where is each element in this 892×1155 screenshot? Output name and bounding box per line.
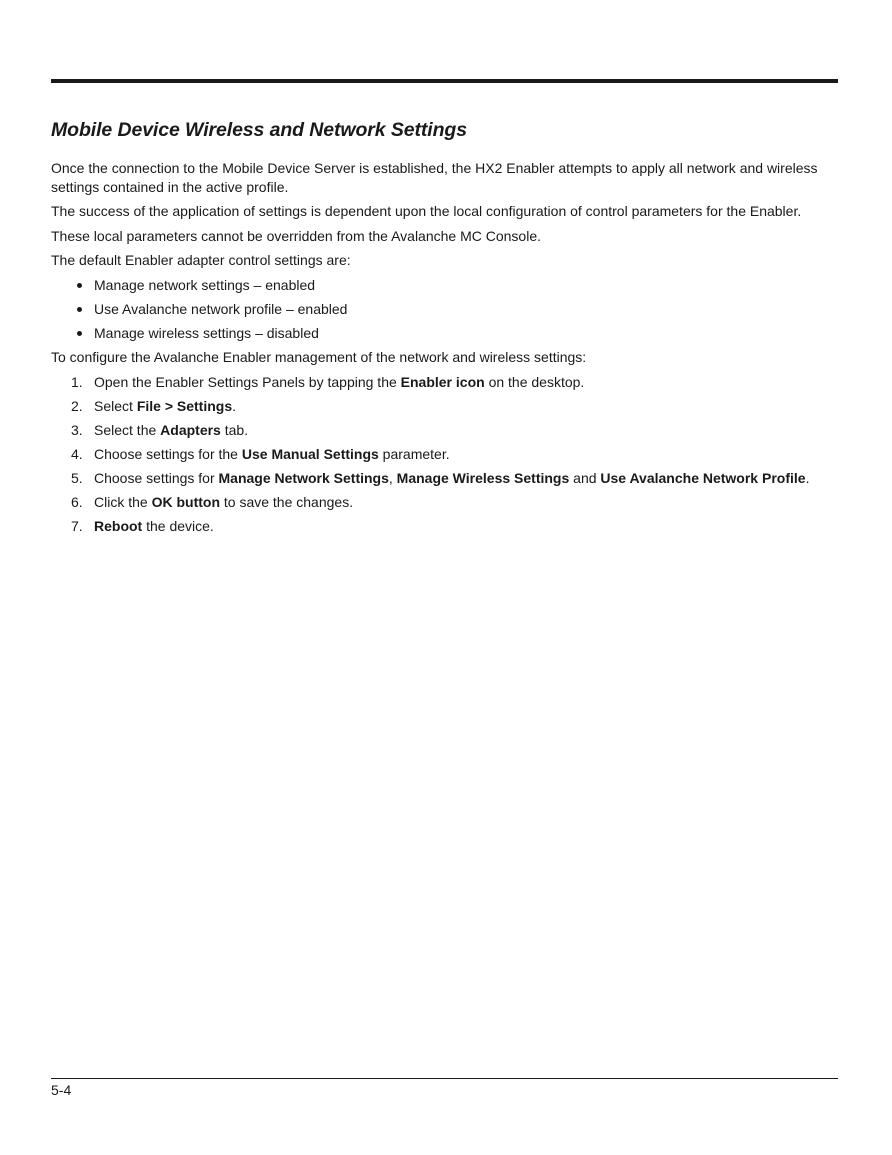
procedure-step bbox=[51, 469, 838, 488]
step-number: 5. bbox=[71, 469, 83, 486]
bullet-icon bbox=[77, 307, 82, 312]
step-text: Select bbox=[94, 397, 137, 414]
step-bold-term: Manage Network Settings bbox=[218, 469, 389, 486]
step-text: , bbox=[388, 469, 397, 486]
step-text: on the desktop. bbox=[484, 373, 585, 390]
configure-paragraph: To configure the Avalanche Enabler management of the network and wireless settings: bbox=[51, 349, 587, 365]
step-text: tab. bbox=[220, 421, 249, 438]
override-paragraph: These local parameters cannot be overridden from the Avalanche MC Console. bbox=[51, 227, 542, 244]
step-text: to save the changes. bbox=[220, 493, 354, 510]
step-number: 6. bbox=[71, 493, 83, 510]
step-text: the device. bbox=[142, 517, 214, 534]
header-rule bbox=[51, 79, 838, 83]
step-number: 1. bbox=[71, 373, 83, 390]
step-number: 2. bbox=[71, 397, 83, 414]
step-bold-term: Use Avalanche Network Profile bbox=[600, 469, 806, 486]
step-text: . bbox=[232, 397, 237, 414]
bullet-icon bbox=[77, 331, 82, 336]
procedure-step bbox=[51, 397, 838, 416]
step-text: Click the bbox=[94, 493, 152, 510]
page-number: 5-4 bbox=[51, 1082, 72, 1098]
procedure-steps bbox=[51, 373, 838, 536]
step-text: and bbox=[569, 469, 601, 486]
procedure-step bbox=[51, 493, 838, 512]
list-item bbox=[51, 300, 838, 319]
step-bold-term: OK button bbox=[151, 493, 220, 510]
list-item-text: Use Avalanche network profile – enabled bbox=[94, 300, 348, 317]
default-settings-list bbox=[51, 276, 838, 343]
step-number: 7. bbox=[71, 517, 83, 534]
step-text: . bbox=[805, 469, 810, 486]
step-bold-term: Manage Wireless Settings bbox=[396, 469, 570, 486]
step-bold-term: Reboot bbox=[94, 517, 143, 534]
list-item bbox=[51, 324, 838, 343]
defaults-paragraph: The default Enabler adapter control settings are: bbox=[51, 252, 351, 268]
step-bold-term: Enabler icon bbox=[400, 373, 485, 390]
step-bold-term: Adapters bbox=[160, 421, 221, 438]
step-bold-term: Use Manual Settings bbox=[241, 445, 379, 462]
step-text: Choose settings for the bbox=[94, 445, 242, 462]
step-text: parameter. bbox=[378, 445, 450, 462]
list-item bbox=[51, 276, 838, 295]
procedure-step bbox=[51, 445, 838, 464]
list-item-text: Manage wireless settings – disabled bbox=[94, 324, 319, 341]
step-bold-term: File > Settings bbox=[136, 397, 233, 414]
step-text: Open the Enabler Settings Panels by tapping the bbox=[94, 373, 401, 390]
section-title: Mobile Device Wireless and Network Settings bbox=[51, 119, 467, 141]
step-text: Select the bbox=[94, 421, 161, 438]
success-paragraph: The success of the application of settings is dependent upon the local configuration of control parameters for the Enabler. bbox=[51, 203, 802, 219]
list-item-text: Manage network settings – enabled bbox=[94, 276, 316, 293]
bullet-icon bbox=[77, 283, 82, 288]
procedure-step bbox=[51, 421, 838, 440]
step-number: 3. bbox=[71, 421, 83, 438]
procedure-step bbox=[51, 517, 838, 536]
page-content bbox=[51, 115, 838, 541]
footer-rule bbox=[51, 1078, 838, 1079]
step-number: 4. bbox=[71, 445, 83, 462]
procedure-step bbox=[51, 373, 838, 392]
intro-paragraph: Once the connection to the Mobile Device Server is established, the HX2 Enabler attempts to apply all network and wireless settings contained in the active profile. bbox=[51, 160, 818, 195]
step-text: Choose settings for bbox=[94, 469, 219, 486]
